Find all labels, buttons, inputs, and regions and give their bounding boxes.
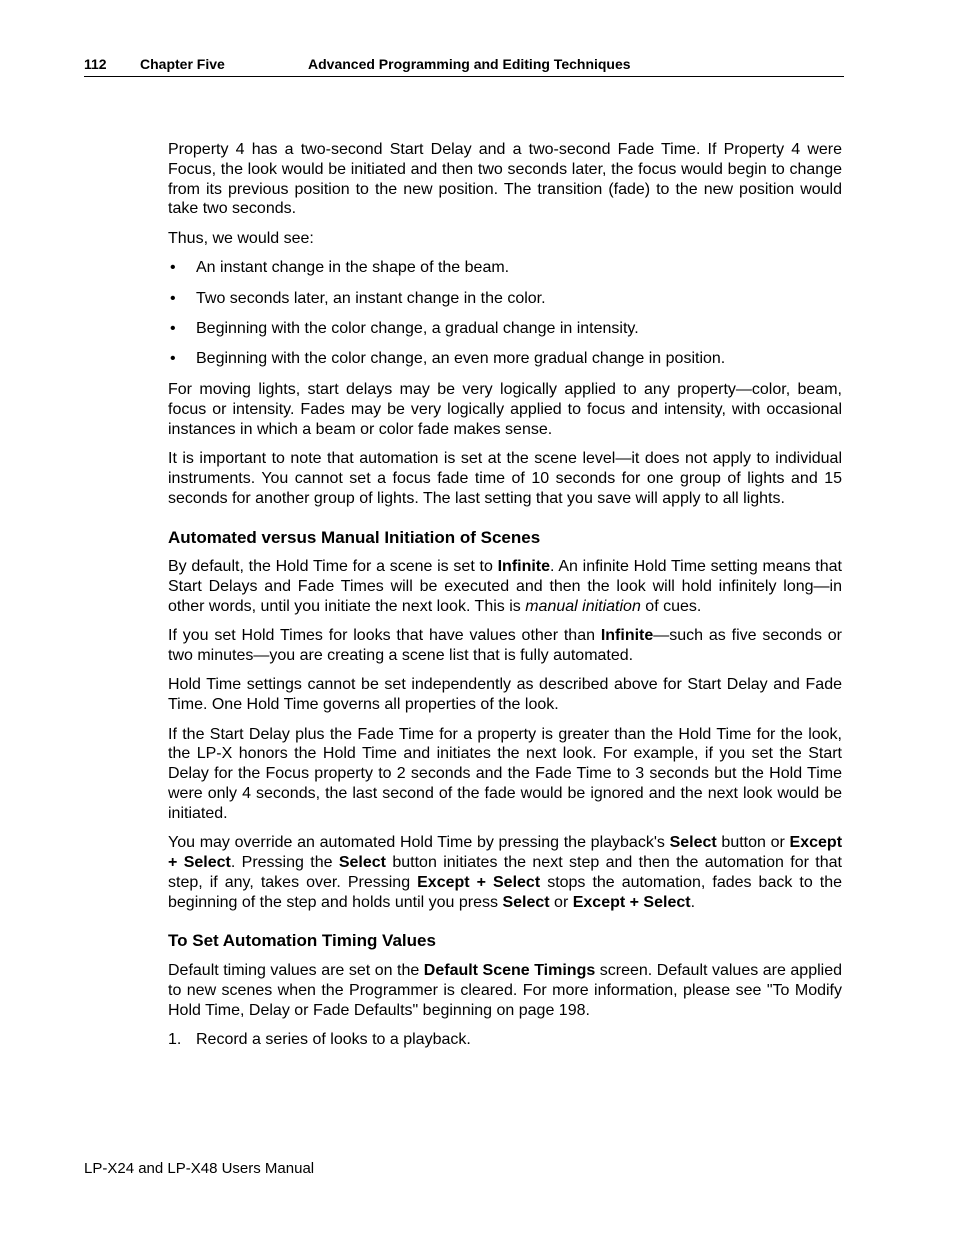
- page-header: [84, 56, 844, 77]
- paragraph-6: If you set Hold Times for looks that have values other than Infinite—such as five seconds or two minutes—you are creating a scene list that is fully automated.: [168, 627, 842, 665]
- paragraph-2: Thus, we would see:: [168, 229, 314, 247]
- bullet-icon: •: [170, 319, 176, 337]
- section-heading-set-automation-timing: To Set Automation Timing Values: [168, 931, 436, 951]
- list-item: [168, 258, 842, 278]
- page-content: [168, 140, 842, 1050]
- step-text: Record a series of looks to a playback.: [196, 1031, 471, 1049]
- chapter-label: Chapter Five: [140, 56, 225, 72]
- paragraph-10: Default timing values are set on the Default Scene Timings screen. Default values are applied to new scenes when the Programmer is cleared. For more information, please see "To Modify Hold Time, Delay or Fade Defaults" beginning on page 198.: [168, 962, 842, 1019]
- bullet-icon: •: [170, 350, 176, 368]
- bullet-list: [168, 258, 842, 369]
- list-item: [168, 349, 842, 369]
- paragraph-1: Property 4 has a two-second Start Delay and a two-second Fade Time. If Property 4 were Focus, the look would be initiated and then two seconds later, the focus would begin to change from its previous position to the new position. The transition (fade) to the new position would take two seconds.: [168, 141, 842, 218]
- paragraph-4: It is important to note that automation is set at the scene level—it does not apply to individual instruments. You cannot set a focus fade time of 10 seconds for one group of lights and 15 seconds for another group of lights. The last setting that you save will apply to all lights.: [168, 450, 842, 507]
- paragraph-9: You may override an automated Hold Time by pressing the playback's Select button or Except + Select. Pressing the Select button initiates the next step and then the automation for that step, if any, takes over. Pressing Except + Select stops the automation, fades back to the beginning of the step and holds until you press Select or Except + Select.: [168, 834, 843, 911]
- list-item-text: Beginning with the color change, an even more gradual change in position.: [196, 350, 726, 368]
- paragraph-8: If the Start Delay plus the Fade Time for a property is greater than the Hold Time for the look, the LP-X honors the Hold Time and initiates the next look. For example, if you set the Start Delay for the Focus property to 2 seconds and the Fade Time to 3 seconds but the Hold Time were only 4 seconds, the last second of the fade would be ignored and the next look would be initiated.: [168, 725, 842, 822]
- step-number: 1.: [168, 1031, 182, 1049]
- bullet-icon: •: [170, 259, 176, 277]
- bullet-icon: •: [170, 289, 176, 307]
- page-number: 112: [84, 56, 107, 72]
- section-heading-automated-vs-manual: Automated versus Manual Initiation of Scenes: [168, 527, 541, 547]
- list-item: [168, 319, 842, 339]
- steps-list: [168, 1030, 842, 1050]
- list-item: [168, 1030, 842, 1050]
- paragraph-3: For moving lights, start delays may be very logically applied to any property—color, beam, focus or intensity. Fades may be very logically applied to focus and intensity, with occasional instances in which a beam or color fade makes sense.: [168, 381, 842, 438]
- list-item-text: An instant change in the shape of the beam.: [196, 259, 510, 277]
- paragraph-5: By default, the Hold Time for a scene is set to Infinite. An infinite Hold Time setting means that Start Delays and Fade Times will be executed and then the look will hold infinitely long—in other words, until you initiate the next look. This is manual initiation of cues.: [168, 558, 842, 615]
- list-item-text: Two seconds later, an instant change in the color.: [196, 289, 546, 307]
- chapter-title: Advanced Programming and Editing Techniques: [308, 56, 631, 72]
- paragraph-7: Hold Time settings cannot be set independently as described above for Start Delay and Fade Time. One Hold Time governs all properties of the look.: [168, 676, 842, 714]
- page-footer: LP-X24 and LP-X48 Users Manual: [84, 1160, 315, 1177]
- list-item-text: Beginning with the color change, a gradual change in intensity.: [196, 319, 639, 337]
- list-item: [168, 289, 842, 309]
